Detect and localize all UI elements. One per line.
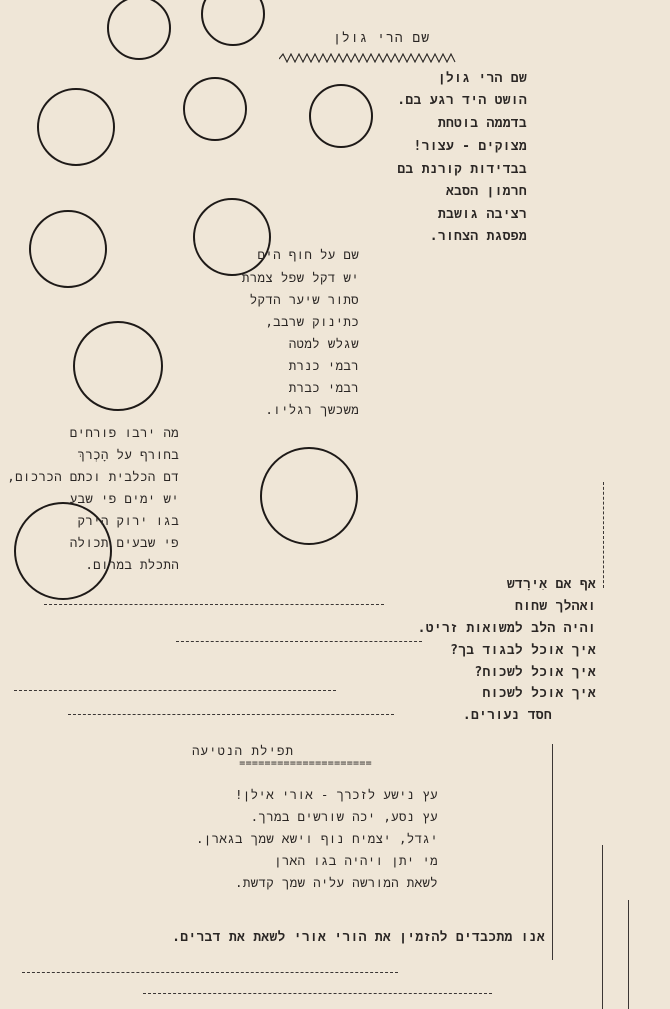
poem4-line: והיה הלב למשואות זריט. — [417, 621, 596, 636]
page-title: שם הרי גולן — [333, 31, 430, 46]
circle-4 — [184, 78, 246, 140]
poem4-line: אף אם אִירָדש — [506, 577, 596, 592]
margin-rule — [603, 482, 604, 588]
poem4-line: איך אוכל לשכוח? — [474, 665, 596, 680]
poem3-line: התכלת במרום. — [85, 557, 179, 572]
poem1-line: מצוקים - עצור! — [413, 139, 527, 154]
divider — [22, 972, 398, 973]
poem2-line: רבמי כנרת — [288, 358, 359, 373]
prayer-title-underline: ===================== — [239, 758, 372, 769]
poem4-line: איך אוכל לבגוד בך? — [450, 643, 596, 658]
poem3-line: מה ירבו פורחים — [69, 425, 179, 440]
margin-rule — [628, 900, 629, 1009]
circle-8 — [74, 322, 162, 410]
circle-5 — [310, 85, 372, 147]
prayer-line: יגדל, יצמיח נוף וישא שמך בגארן. — [195, 831, 438, 846]
poem1-line: הושט היד רגע בם. — [397, 93, 527, 108]
poem3-line: בגו ירוק הירק — [77, 513, 179, 528]
poem1-line: בבדידות קורנת בם — [397, 162, 527, 177]
poem4-line: ואהלך שחוח — [514, 599, 596, 614]
divider — [68, 714, 394, 715]
poem2-line: שם על חוף הים — [257, 247, 359, 262]
prayer-line: עץ נסע, יכה שורשים במרך. — [250, 809, 438, 824]
margin-rule — [552, 744, 553, 960]
poem3-line: דם הכלבית וכתם הכרכום, — [7, 469, 179, 484]
poem2-line: שגלש למטה — [288, 336, 359, 351]
title-ornament — [279, 53, 457, 63]
poem1-line: מפסגת הצחור. — [429, 229, 527, 244]
circle-1 — [108, 0, 170, 59]
margin-rule — [602, 845, 603, 1009]
poem2-line: יש דקל שפל צמרת — [241, 270, 359, 285]
poem2-line: כתינוק שרבב, — [265, 314, 359, 329]
poem1-line: רציבה גושבת — [437, 207, 527, 222]
circle-6 — [30, 211, 106, 287]
divider — [176, 641, 422, 642]
poem1-line: שם הרי גולן — [437, 71, 527, 86]
divider — [143, 993, 492, 994]
circle-7 — [194, 199, 270, 275]
circle-2 — [202, 0, 264, 45]
circle-9 — [261, 448, 357, 544]
poem1-line: חרמון הסבא — [445, 184, 527, 199]
prayer-line: עץ נישע לזכרך - אורי אילן! — [234, 787, 438, 802]
poem2-line: רבמי כברת — [288, 380, 359, 395]
poem3-line: בחורף על הָכְרךְ — [77, 447, 179, 462]
poem3-line: יש ימים פי שבע — [69, 491, 179, 506]
poem3-line: פי שבעים תכולה — [69, 535, 179, 550]
poem2-line: סתור שיער הדקל — [249, 292, 359, 307]
circle-3 — [38, 89, 114, 165]
poem2-line: משכשך רגליו. — [265, 402, 359, 417]
divider — [44, 604, 384, 605]
poem4-line: חסד נעורים. — [462, 708, 552, 723]
divider — [14, 690, 336, 691]
prayer-line: לשאת המורשה עליה שמך קדשת. — [235, 875, 438, 890]
prayer-line: מי יתן ויהיה בגו הארן — [274, 853, 438, 868]
poem4-line: איך אוכל לשכוח — [482, 686, 596, 701]
prayer-title: תפילת הנטיעה — [191, 743, 294, 758]
poem1-line: בדממה בוטחת — [437, 116, 527, 131]
closing-line: אנו מתכבדים להזמין את הורי אורי לשאת את דברים. — [172, 930, 545, 945]
